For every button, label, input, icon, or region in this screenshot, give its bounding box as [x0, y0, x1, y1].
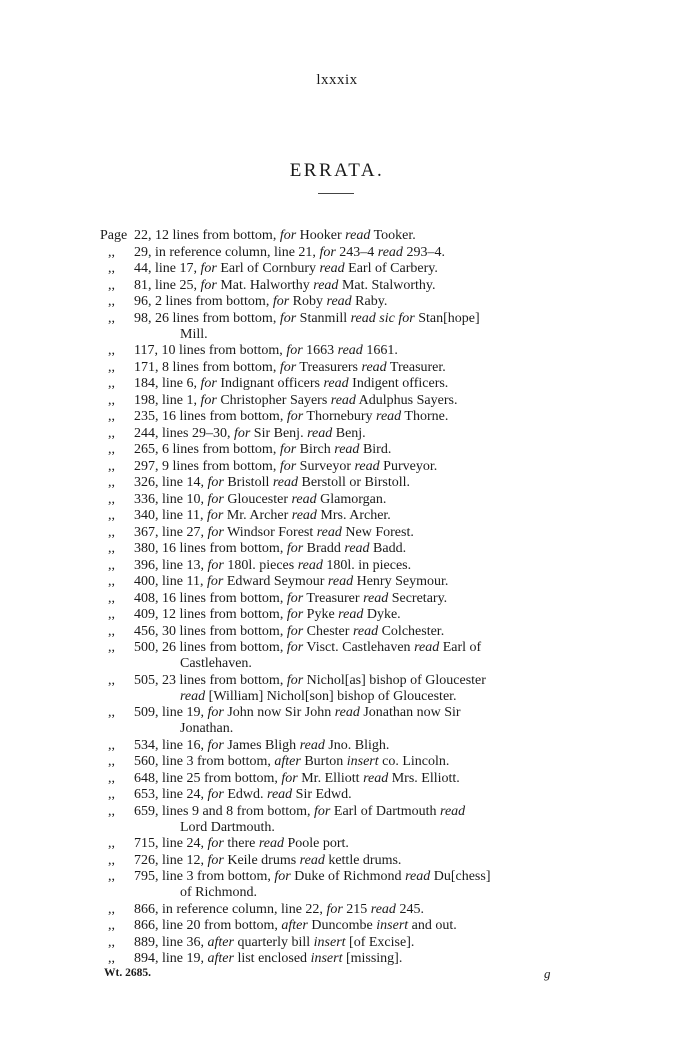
- entry-main-text: 171, 8 lines from bottom, for Treasurers read Treasurer.: [134, 359, 446, 375]
- errata-entry: [100, 836, 620, 852]
- entry-prefix: ,,: [108, 541, 115, 556]
- entry-text: [134, 261, 620, 277]
- entry-main-text: 326, line 14, for Bristoll read Berstoll or Birstoll.: [134, 475, 411, 490]
- entry-prefix: ,,: [108, 508, 115, 523]
- entry-main-text: 22, 12 lines from bottom, for Hooker read Tooker.: [134, 228, 416, 243]
- entry-text: [134, 360, 620, 376]
- entry-prefix: ,,: [108, 737, 115, 753]
- entry-prefix: ,,: [108, 343, 115, 358]
- entry-prefix: ,,: [108, 705, 115, 720]
- entry-main-text: 795, line 3 from bottom, for Duke of Richmond read Du[chess]: [134, 869, 491, 884]
- errata-entry: [100, 492, 620, 508]
- entry-text: [134, 508, 620, 524]
- entry-prefix: ,,: [108, 442, 115, 457]
- entry-continuation: Jonathan.: [180, 721, 234, 736]
- entry-text: [134, 869, 620, 901]
- entry-prefix: ,,: [108, 277, 115, 293]
- errata-entry: [100, 787, 620, 803]
- entry-text: [134, 754, 620, 770]
- entry-main-text: 44, line 17, for Earl of Cornbury read Earl of Carbery.: [134, 261, 438, 276]
- errata-entry: [100, 754, 620, 770]
- entry-text: [134, 673, 620, 705]
- entry-text: [134, 771, 620, 787]
- errata-entry: [100, 673, 620, 705]
- entry-main-text: 505, 23 lines from bottom, for Nichol[as] bishop of Gloucester: [134, 672, 486, 688]
- errata-entry: [100, 311, 620, 343]
- errata-entry: [100, 360, 620, 376]
- entry-prefix: ,,: [108, 574, 115, 589]
- entry-prefix: ,,: [108, 425, 115, 441]
- errata-entry: [100, 902, 620, 918]
- signature-mark: g: [544, 966, 551, 981]
- entry-main-text: 117, 10 lines from bottom, for 1663 read 1661.: [134, 343, 398, 358]
- errata-entry: [100, 853, 620, 869]
- entry-main-text: 184, line 6, for Indignant officers read Indigent officers.: [134, 376, 449, 391]
- errata-entry: [100, 393, 620, 409]
- entry-text: [134, 951, 620, 967]
- errata-entry: [100, 525, 620, 541]
- entry-prefix: ,,: [108, 409, 115, 424]
- entry-main-text: 244, lines 29–30, for Sir Benj. read Benj.: [134, 425, 366, 441]
- entry-text: [134, 541, 620, 557]
- entry-text: [134, 705, 620, 737]
- entry-text: [134, 475, 620, 491]
- errata-entry: [100, 574, 620, 590]
- entry-text: [134, 918, 620, 934]
- entry-text: [134, 376, 620, 392]
- entry-text: [134, 311, 620, 343]
- entry-main-text: 715, line 24, for there read Poole port.: [134, 836, 349, 851]
- entry-text: [134, 640, 620, 672]
- errata-entry: [100, 278, 620, 294]
- entry-main-text: 400, line 11, for Edward Seymour read Henry Seymour.: [134, 574, 449, 589]
- title-rule: [318, 193, 354, 194]
- printer-mark: Wt. 2685.: [104, 967, 151, 979]
- entry-text: [134, 525, 620, 541]
- entry-prefix: ,,: [108, 869, 115, 884]
- errata-entry: [100, 869, 620, 901]
- entry-main-text: 265, 6 lines from bottom, for Birch read Bird.: [134, 442, 392, 457]
- entry-prefix: ,,: [108, 475, 115, 490]
- entry-prefix: ,,: [108, 310, 115, 326]
- errata-entry: [100, 804, 620, 836]
- entry-text: [134, 558, 620, 574]
- errata-entry: [100, 343, 620, 359]
- entry-main-text: 866, line 20 from bottom, after Duncombe insert and out.: [134, 918, 457, 933]
- entry-text: [134, 278, 620, 294]
- entry-prefix: ,,: [108, 261, 115, 276]
- entry-prefix: ,,: [108, 918, 115, 933]
- errata-entry: [100, 245, 620, 261]
- entry-main-text: 380, 16 lines from bottom, for Bradd read Badd.: [134, 541, 407, 556]
- entry-prefix: ,,: [108, 754, 115, 769]
- entry-prefix: ,,: [108, 607, 115, 622]
- errata-entry: [100, 228, 620, 244]
- entry-main-text: 653, line 24, for Edwd. read Sir Edwd.: [134, 787, 352, 802]
- entry-main-text: 726, line 12, for Keile drums read kettle drums.: [134, 852, 402, 868]
- entry-prefix: ,,: [108, 524, 115, 540]
- entry-prefix: ,,: [108, 934, 115, 950]
- entry-text: [134, 853, 620, 869]
- entry-text: [134, 738, 620, 754]
- entry-text: [134, 228, 620, 244]
- entry-main-text: 659, lines 9 and 8 from bottom, for Earl of Dartmouth read: [134, 803, 466, 819]
- entry-continuation: Mill.: [180, 326, 208, 342]
- entry-text: [134, 804, 620, 836]
- errata-entry: [100, 607, 620, 623]
- entry-main-text: 648, line 25 from bottom, for Mr. Elliott read Mrs. Elliott.: [134, 770, 460, 786]
- page-folio: lxxxix: [316, 72, 358, 88]
- entry-main-text: 500, 26 lines from bottom, for Visct. Castlehaven read Earl of: [134, 640, 482, 655]
- entry-prefix: ,,: [108, 557, 115, 573]
- entry-prefix: ,,: [108, 672, 115, 688]
- entry-text: [134, 343, 620, 359]
- entry-prefix: Page: [100, 228, 128, 243]
- errata-entry: [100, 558, 620, 574]
- errata-list: [100, 228, 620, 968]
- errata-entry: [100, 475, 620, 491]
- errata-entry: [100, 508, 620, 524]
- entry-main-text: 889, line 36, after quarterly bill insert [of Excise].: [134, 934, 415, 950]
- entry-text: [134, 836, 620, 852]
- entry-main-text: 456, 30 lines from bottom, for Chester read Colchester.: [134, 623, 445, 639]
- errata-entry: [100, 918, 620, 934]
- entry-text: [134, 426, 620, 442]
- errata-entry: [100, 771, 620, 787]
- entry-prefix: ,,: [108, 640, 115, 655]
- entry-text: [134, 245, 620, 261]
- errata-entry: [100, 591, 620, 607]
- entry-continuation: of Richmond.: [180, 885, 257, 900]
- entry-main-text: 396, line 13, for 180l. pieces read 180l. in pieces.: [134, 557, 412, 573]
- entry-continuation: Castlehaven.: [180, 656, 252, 671]
- errata-entry: [100, 624, 620, 640]
- entry-prefix: ,,: [108, 359, 115, 375]
- entry-prefix: ,,: [108, 491, 115, 507]
- entry-prefix: ,,: [108, 836, 115, 851]
- entry-continuation: read [William] Nichol[son] bishop of Gloucester.: [180, 688, 457, 704]
- entry-main-text: 81, line 25, for Mat. Halworthy read Mat. Stalworthy.: [134, 277, 436, 293]
- entry-main-text: 340, line 11, for Mr. Archer read Mrs. Archer.: [134, 508, 391, 523]
- entry-main-text: 409, 12 lines from bottom, for Pyke read Dyke.: [134, 607, 401, 622]
- entry-prefix: ,,: [108, 623, 115, 639]
- entry-prefix: ,,: [108, 294, 115, 309]
- entry-prefix: ,,: [108, 590, 115, 606]
- entry-text: [134, 787, 620, 803]
- errata-entry: [100, 376, 620, 392]
- errata-entry: [100, 951, 620, 967]
- errata-entry: [100, 541, 620, 557]
- entry-prefix: ,,: [108, 392, 115, 408]
- page-title: ERRATA.: [289, 160, 385, 181]
- entry-main-text: 560, line 3 from bottom, after Burton insert co. Lincoln.: [134, 754, 450, 769]
- entry-main-text: 367, line 27, for Windsor Forest read New Forest.: [134, 524, 414, 540]
- entry-main-text: 235, 16 lines from bottom, for Thornebury read Thorne.: [134, 409, 449, 424]
- entry-main-text: 866, in reference column, line 22, for 215 read 245.: [134, 901, 424, 917]
- entry-main-text: 29, in reference column, line 21, for 243–4 read 293–4.: [134, 244, 445, 260]
- entry-text: [134, 442, 620, 458]
- errata-entry: [100, 261, 620, 277]
- entry-main-text: 96, 2 lines from bottom, for Roby read Raby.: [134, 294, 388, 309]
- entry-prefix: ,,: [108, 787, 115, 802]
- entry-main-text: 98, 26 lines from bottom, for Stanmill read sic for Stan[hope]: [134, 310, 480, 326]
- entry-continuation: Lord Dartmouth.: [180, 819, 275, 835]
- entry-text: [134, 393, 620, 409]
- entry-prefix: ,,: [108, 458, 115, 474]
- entry-main-text: 534, line 16, for James Bligh read Jno. Bligh.: [134, 737, 390, 753]
- entry-prefix: ,,: [108, 244, 115, 260]
- entry-text: [134, 409, 620, 425]
- entry-prefix: ,,: [108, 951, 115, 966]
- entry-prefix: ,,: [108, 376, 115, 391]
- entry-text: [134, 902, 620, 918]
- errata-entry: [100, 442, 620, 458]
- entry-main-text: 408, 16 lines from bottom, for Treasurer read Secretary.: [134, 590, 448, 606]
- errata-entry: [100, 640, 620, 672]
- entry-text: [134, 294, 620, 310]
- entry-prefix: ,,: [108, 770, 115, 786]
- errata-entry: [100, 294, 620, 310]
- entry-prefix: ,,: [108, 852, 115, 868]
- entry-prefix: ,,: [108, 803, 115, 819]
- errata-entry: [100, 705, 620, 737]
- entry-prefix: ,,: [108, 901, 115, 917]
- entry-main-text: 297, 9 lines from bottom, for Surveyor read Purveyor.: [134, 458, 438, 474]
- errata-entry: [100, 738, 620, 754]
- entry-text: [134, 624, 620, 640]
- errata-entry: [100, 426, 620, 442]
- entry-main-text: 336, line 10, for Gloucester read Glamorgan.: [134, 491, 387, 507]
- entry-text: [134, 591, 620, 607]
- errata-entry: [100, 409, 620, 425]
- entry-text: [134, 607, 620, 623]
- entry-main-text: 198, line 1, for Christopher Sayers read Adulphus Sayers.: [134, 392, 458, 408]
- entry-main-text: 894, line 19, after list enclosed insert [missing].: [134, 951, 403, 966]
- entry-text: [134, 574, 620, 590]
- errata-entry: [100, 935, 620, 951]
- entry-text: [134, 459, 620, 475]
- entry-text: [134, 935, 620, 951]
- entry-text: [134, 492, 620, 508]
- entry-main-text: 509, line 19, for John now Sir John read Jonathan now Sir: [134, 705, 461, 720]
- errata-entry: [100, 459, 620, 475]
